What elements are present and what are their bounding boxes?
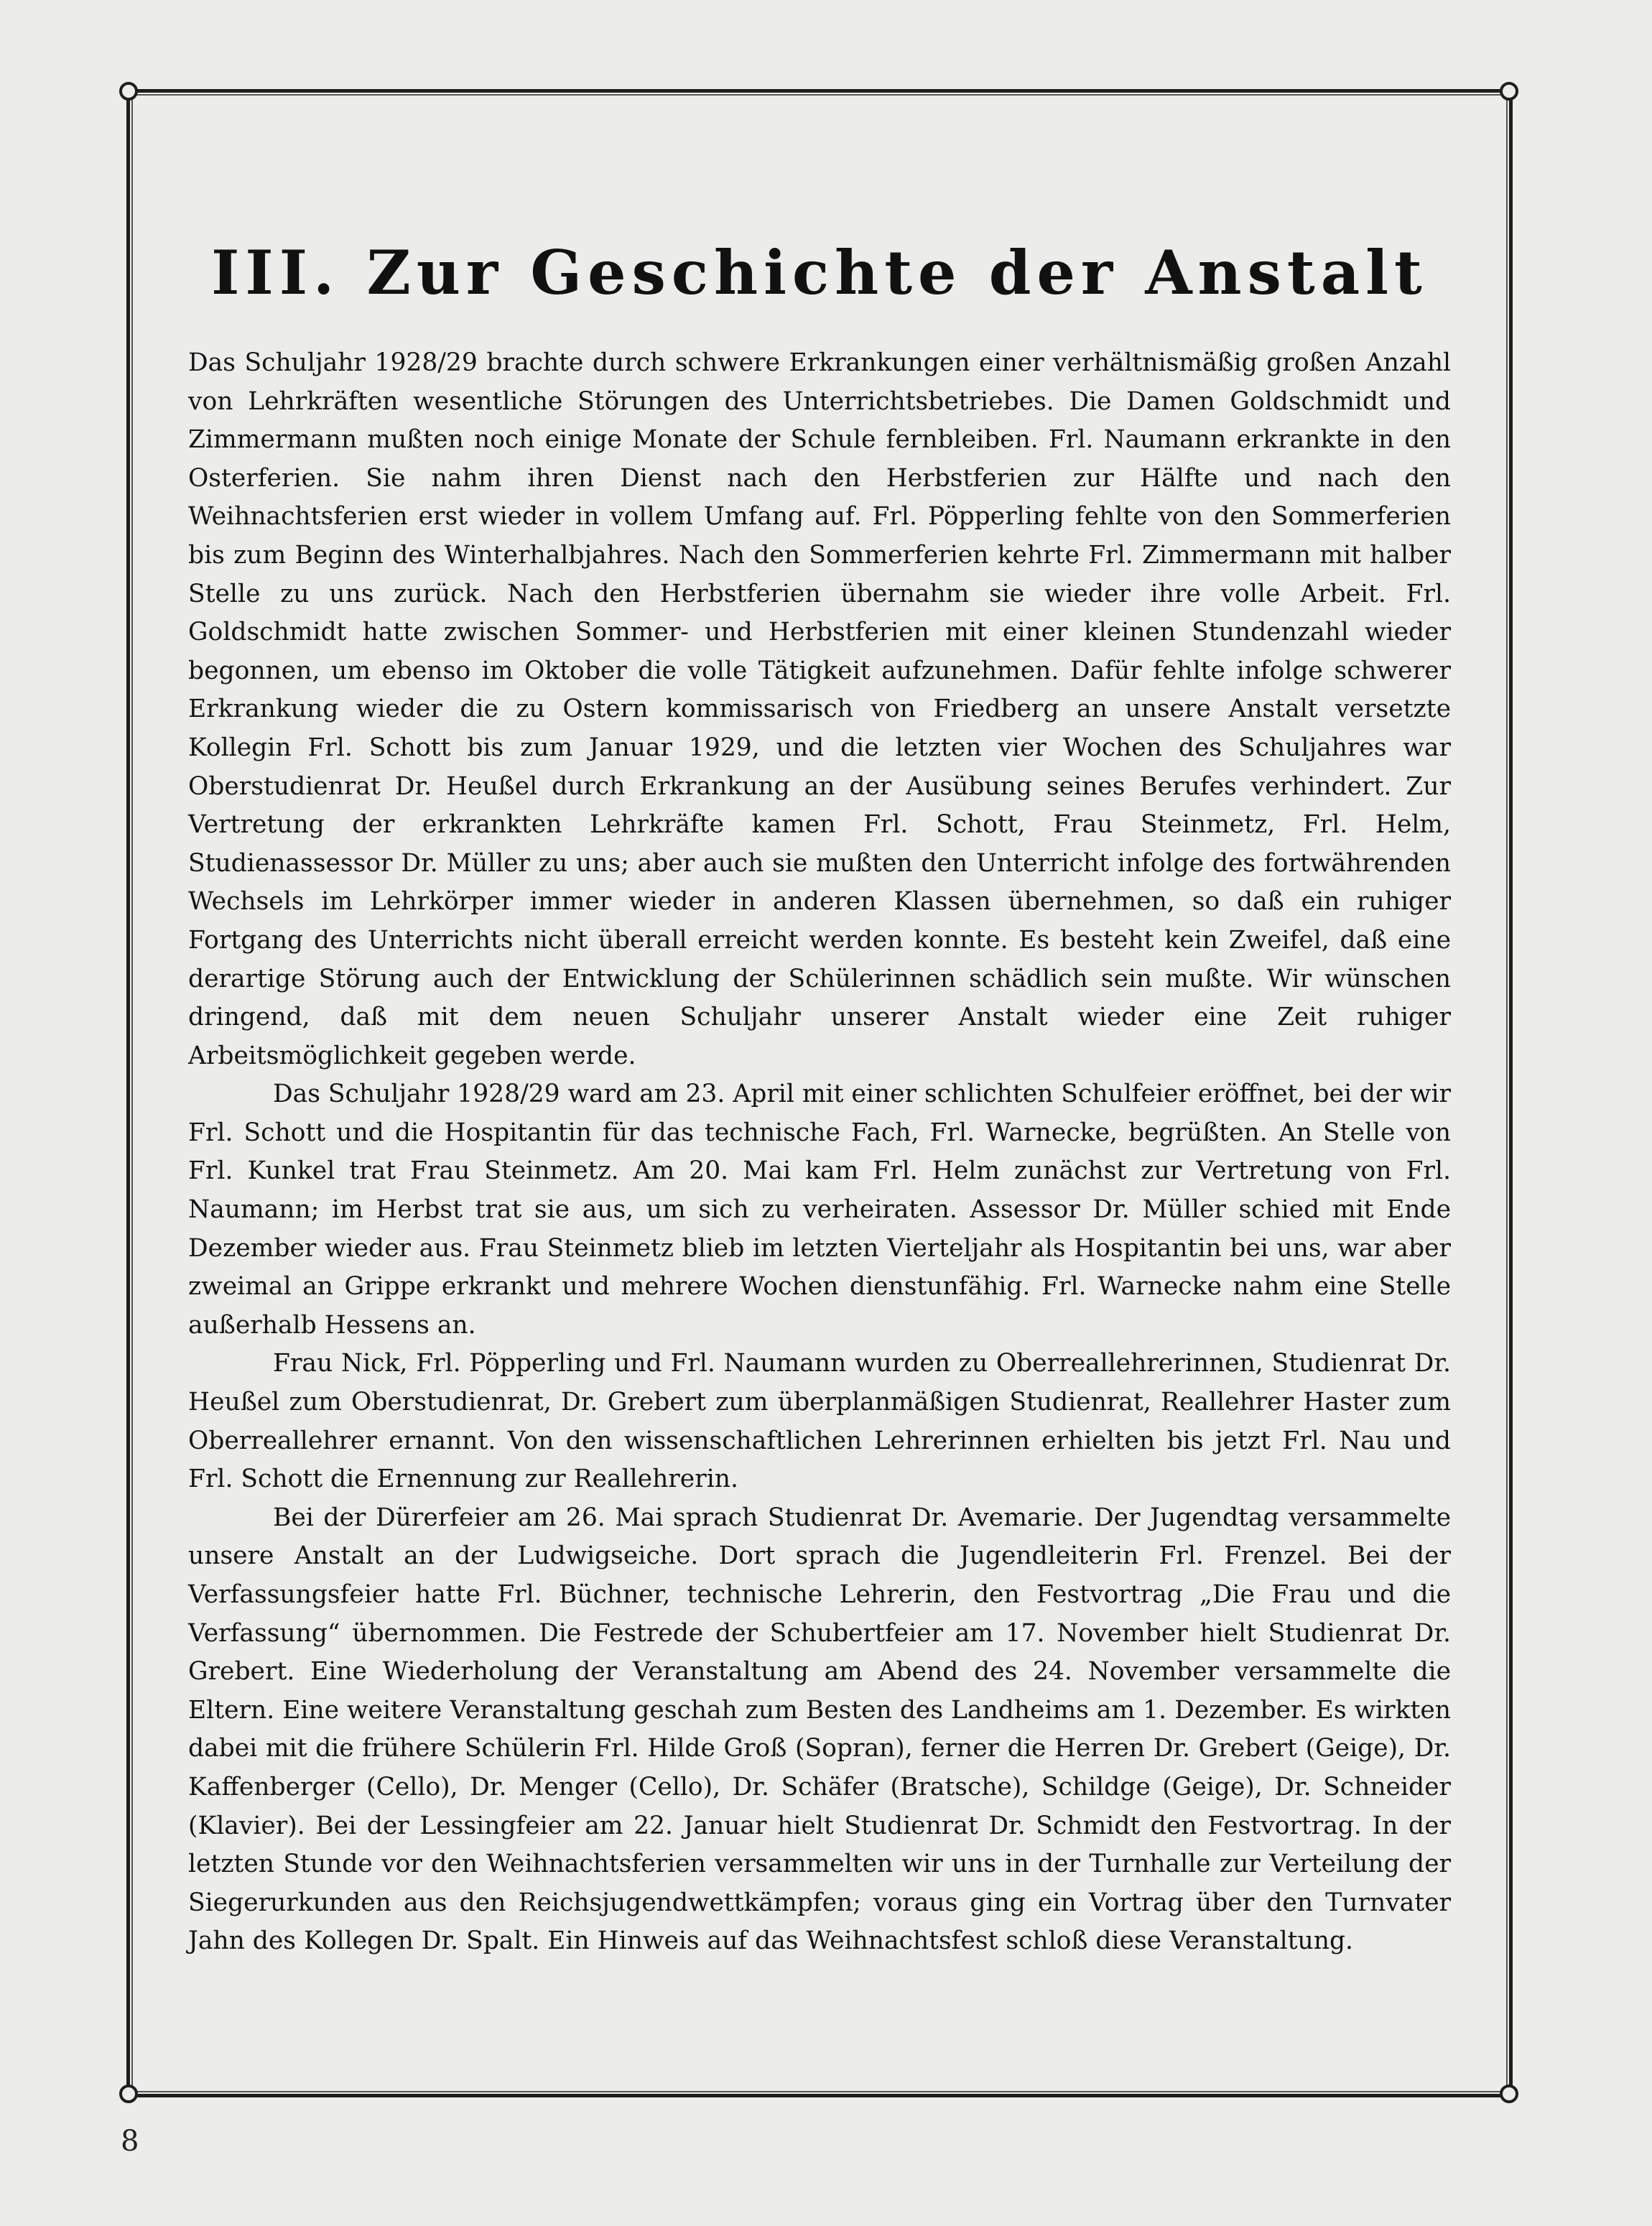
paragraph-school-year-opening: Das Schuljahr 1928/29 ward am 23. April mit einer schlichten Schulfeier eröffnet, bei der wir Frl. Schott und die Hospitantin für das technische Fach, Frl. Warnecke, begrüßten. An Stelle von Frl. Kunkel trat Frau Steinmetz. Am 20. Mai kam Frl. Helm zunächst zur Vertretung von Frl. Naumann; im Herbst trat sie aus, um sich zu verheiraten. Assessor Dr. Müller schied mit Ende Dezember wieder aus. Frau Steinmetz blieb im letzten Vierteljahr als Hospitantin bei uns, war aber zweimal an Grippe erkrankt und mehrere Wochen dienstunfähig. Frl. Warnecke nahm eine Stelle außerhalb Hessens an. — [188, 1080, 1451, 1340]
paragraph-staff-illness: Das Schuljahr 1928/29 brachte durch schwere Erkrankungen einer verhältnismäßig großen Anzahl von Lehrkräften wesentliche Störungen des Unterrichtsbetriebes. Die Damen Goldschmidt und Zimmermann mußten noch einige Monate der Schule fernbleiben. Frl. Naumann erkrankte in den Osterferien. Sie nahm ihren Dienst nach den Herbstferien zur Hälfte und nach den Weihnachtsferien erst wieder in vollem Umfang auf. Frl. Pöpperling fehlte von den Sommerferien bis zum Beginn des Winterhalbjahres. Nach den Sommerferien kehrte Frl. Zimmermann mit halber Stelle zu uns zurück. Nach den Herbstferien übernahm sie wieder ihre volle Arbeit. Frl. Goldschmidt hatte zwischen Sommer- und Herbstferien mit einer kleinen Stundenzahl wieder begonnen, um ebenso im Oktober die volle Tätigkeit aufzunehmen. Dafür fehlte infolge schwerer Erkrankung wieder die zu Ostern kommissarisch von Friedberg an unsere Anstalt versetzte Kollegin Frl. Schott bis zum Januar 1929, und die letzten vier Wochen des Schuljahres war Oberstudienrat Dr. Heußel durch Erkrankung an der Ausübung seines Berufes verhindert. Zur Vertretung der erkrankten Lehrkräfte kamen Frl. Schott, Frau Steinmetz, Frl. Helm, Studienassessor Dr. Müller zu uns; aber auch sie mußten den Unterricht infolge des fortwährenden Wechsels im Lehrkörper immer wieder in anderen Klassen übernehmen, so daß ein ruhiger Fortgang des Unterrichts nicht überall erreicht werden konnte. Es besteht kein Zweifel, daß eine derartige Störung auch der Entwicklung der Schülerinnen schädlich sein mußte. Wir wünschen dringend, daß mit dem neuen Schuljahr unserer Anstalt wieder eine Zeit ruhiger Arbeitsmöglichkeit gegeben werde. — [188, 348, 1451, 1070]
frame-corner-ornament — [119, 82, 138, 101]
paragraph-celebrations: Bei der Dürerfeier am 26. Mai sprach Studienrat Dr. Avemarie. Der Jugendtag versammelte unsere Anstalt an der Ludwigseiche. Dort sprach die Jugendleiterin Frl. Frenzel. Bei der Verfassungsfeier hatte Frl. Büchner, technische Lehrerin, den Festvortrag „Die Frau und die Verfassung“ übernommen. Die Festrede der Schubertfeier am 17. November hielt Studienrat Dr. Grebert. Eine Wiederholung der Veranstaltung am Abend des 24. November versammelte die Eltern. Eine weitere Veranstaltung geschah zum Besten des Landheims am 1. Dezember. Es wirkten dabei mit die frühere Schülerin Frl. Hilde Groß (Sopran), ferner die Herren Dr. Grebert (Geige), Dr. Kaffenberger (Cello), Dr. Menger (Cello), Dr. Schäfer (Bratsche), Schildge (Geige), Dr. Schneider (Klavier). Bei der Lessingfeier am 22. Januar hielt Studienrat Dr. Schmidt den Festvortrag. In der letzten Stunde vor den Weihnachtsferien versammelten wir uns in der Turnhalle zur Verteilung der Siegerurkunden aus den Reichsjugendwettkämpfen; voraus ging ein Vortrag über den Turnvater Jahn des Kollegen Dr. Spalt. Ein Hinweis auf das Weihnachtsfest schloß diese Veranstaltung. — [188, 1503, 1451, 1956]
page-title: III. Zur Geschichte der Anstalt — [211, 237, 1428, 308]
page-number: 8 — [121, 2125, 139, 2158]
frame-corner-ornament — [1500, 82, 1518, 101]
frame-corner-ornament — [1500, 2084, 1518, 2103]
paragraph-appointments: Frau Nick, Frl. Pöpperling und Frl. Naumann wurden zu Oberreallehrerinnen, Studienrat Dr. Heußel zum Oberstudienrat, Dr. Grebert zum überplanmäßigen Studienrat, Reallehrer Haster zum Oberreallehrer ernannt. Von den wissenschaftlichen Lehrerinnen erhielten bis jetzt Frl. Nau und Frl. Schott die Ernennung zur Reallehrerin. — [188, 1349, 1451, 1494]
frame-corner-ornament — [119, 2084, 138, 2103]
page-content — [188, 237, 1451, 1961]
